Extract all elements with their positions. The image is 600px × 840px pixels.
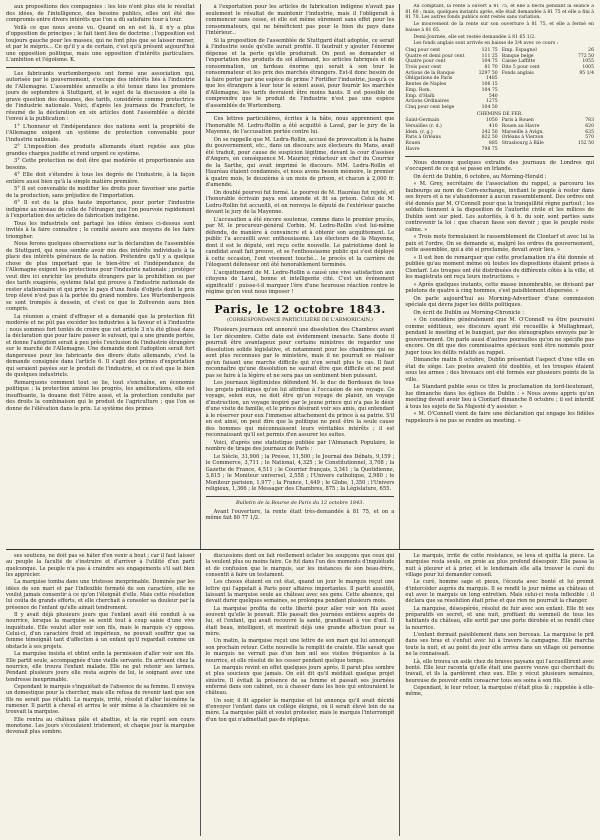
- price-value: 121 75: [481, 47, 498, 53]
- price-label: Rouen au Havre: [501, 124, 540, 130]
- article-paragraph: Les choses étaient en cet état, quand un jour le marquis reçut une lettre qui l'appelait à Paris pour affaires importantes. Il partit aussitôt, laissant la marquise seule au château avec ses gens. Cette absence, qui devait durer quelques semaines, se prolongea pendant plusieurs mois.: [205, 579, 395, 605]
- column-3-articles: [405, 160, 594, 425]
- divider: [206, 496, 395, 497]
- railways-table: [405, 118, 594, 152]
- price-row: [502, 141, 594, 147]
- price-label: Marseille à Avign.: [501, 129, 544, 135]
- railways-left: [405, 118, 497, 152]
- article-paragraph: Dimanche matin 8 octobre, Dublin présentait l'aspect d'une ville en état de siège. Les postes avaient été doublés, et les troupes étaient sous les armes ; des bivouacs ont été formés sur plusieurs points de la ville.: [405, 357, 595, 383]
- bourse-section: [405, 4, 594, 153]
- price-value: 95 1/4: [579, 70, 595, 76]
- article-paragraph: Tous les industriels ont partagé les idées émises ci-dessus sont invités à la faire connaître ; le comité assure aux moyens de les faire triompher.: [6, 220, 195, 240]
- bourse-prices-title: Les fonds anglais sont arrivés en baisse de 3/4 avec ce cours :: [413, 41, 559, 47]
- price-label: Fonds anglais: [501, 70, 534, 76]
- article-paragraph: ses soutiens, ne doit pas se hâter d'en venir à bout ; car il faut laisser au peuple la faculté de s'instruire et d'arriver à l'utilité d'un parti quelconque. Le peuple n'a pas à craindre ses engagements s'il sait bien les apprécier.: [6, 553, 195, 579]
- divider: [206, 299, 395, 300]
- column-2: [200, 4, 395, 549]
- article-paragraph: « Après quelques instants, cette masse innombrable, se divisant par pelotons de quatre à cinq hommes, s'est paisiblement dispersée. »: [405, 281, 595, 295]
- divider: [206, 112, 395, 113]
- bourse-intro: Demi-Journée, elle est restée demandée à 81 65 1/2.: [413, 34, 536, 40]
- price-value: 1005: [582, 65, 595, 71]
- price-value: 152 50: [577, 141, 595, 147]
- feuilleton-column-2: [200, 553, 395, 836]
- article-paragraph: On parle aujourd'hui au Morning-Advertiser d'une commission spéciale qui devra juger les délits politiques.: [405, 295, 595, 309]
- article-paragraph: « M. O'Connell vient de faire une déclaration qui engage les fidèles rappeleurs à ne pas se rendre au meeting. »: [405, 411, 595, 424]
- bourse-intro: Au comptant, la rente a ouvert à 81 75, et elle a fléchi pendant la séance à 81 60 ; mais, quelques instants après, elle était demandée à 81 75 et elle a fini à 81 70. Les autres fonds publics sont restés sans variation.: [405, 4, 595, 21]
- price-label: Quatre pour cent: [405, 59, 446, 65]
- price-value: 26: [588, 47, 595, 53]
- article-paragraph: On doublé pourvoi fut formé. Le pourvoi de M. Hauréau fut rejeté, et l'honorable écrivain paya son amende et fit sa prison. Celui de M. Ledru-Rollin fut accueilli, et on renvoya le député de l'extérieur gauche devant le jury de la Mayenne.: [205, 189, 395, 215]
- article-paragraph: Elle rentra au château pâle et abattue, et la vie reprit son cours monotone. Les jours s'écoulaient tristement, et chaque jour la marquise devenait plus sombre.: [6, 716, 195, 736]
- article-paragraph: L'accusation a été encore soutenue, comme dans le premier procès, par M. le procureur-général Corbin. M. Ledru-Rollin s'est lui-même défendu, de manière à convaincre et à obtenir son acquittement. Le public l'a accueilli avec enthousiasme. Les électeurs de la Mayenne, dont il est le député, ont reçu cette nouvelle. Le patriotisme dont le candidat avait fait preuve, et se l'enthousiasme public qui s'est déployé à cette occasion, l'ont vivement touché... le procès et la carrière de l'éloquent défenseur ont été honorablement terminés.: [205, 216, 395, 268]
- article-paragraph: Le marquis revint en effet quelques jours après. Il parut plus sombre et plus soucieux que jamais. On eût dit qu'il méditait quelque projet sinistre. Il évitait la présence de sa femme et passait ses journées enfermé dans son cabinet, ou à chasser dans les bois qui entouraient le château.: [205, 664, 395, 697]
- price-value: 242 50: [481, 129, 498, 135]
- article-paragraph: Si la proposition de l'assemblée de Stuttgard était adoptée, ce serait à l'industrie seule qu'elle aurait profité. Il faudrait y ajouter l'énorme dépense et la perte qu'elle produirait. On peut se demander si l'exportation des produits du sol allemand, les articles fabriqués et de consommation, un fardeau énorme qui serait à son tour le consommateur et les prix des marchés étrangers. Est-il donc besoin de la faire porter par une espèce de prime ? Fortifier l'industrie, jusqu'à ce que les étrangers à leur tour le soient aussi, pour fournir les marchés d'Allemagne, les tarifs devraient être moins hauts. Il est possible de comprendre que le produit de l'industrie n'est pas une espèce d'assemblée de Wurtemberg.: [205, 37, 395, 109]
- column-1: [6, 4, 195, 549]
- article-paragraph: aux propositions des compagnies : les lois n'ont plus été le résultat des idées, de l'intelligence, des besoins publics, elles ont été des compromis entre divers intérêts que l'on a dû satisfaire tour à tour.: [6, 4, 195, 23]
- article-paragraph: 5° Il est convenable de modifier les droits pour favoriser une partie de la production, sans préjudice de l'importation.: [6, 186, 195, 199]
- article-paragraph: Le Siècle, 31,900 ; la Presse, 11,500 ; le Journal des Débats, 9,159 ; le Commerce, 3,711 ; le National, 4,325 ; le Constitutionnel, 3,708 ; la Gazette de France, 4,511 ; le Courrier français, 3,341 ; la Quotidienne, 3,815 ; le Moniteur universel, 2,558 ; l'Univers catholique, 2,980 ; le Moniteur parisien, 1,977 ; la France, 1,449 ; le Globe, 1,350 ; l'Univers religieux, 1,366 ; le Messager des Chambres, 875 ; la Législature, 655.: [205, 453, 395, 492]
- article-paragraph: Le curé, homme sage et pieux, l'écouta avec bonté et lui promit d'intercéder auprès du marquis. Il se rendit le jour même au château et eut avec le marquis un long entretien. Mais celui-ci resta inflexible : il déclara que sa résolution était prise et que rien ne pourrait la changer.: [405, 579, 595, 605]
- price-value: 3297 50: [478, 70, 498, 76]
- article-paragraph: « Trois mots formulaient le rassemblement de Clontarf et avec lui la paix et l'ordre. On se demande si, malgré les ordres du gouvernement, cette assemblée, qui a été si proclamée, devait avoir lieu. »: [405, 234, 595, 254]
- article-paragraph: Plusieurs journaux ont annoncé une dissolution des Chambres avant le 1er décembre. Cette date est évidemment inexacte. Sans doute il pourrait être avantageux pour certains ministres de regarder une dissolution solide législative, et notamment pour les chambres qui ne sont plus reconnues par le ministère, mais il ne pourrait se réaliser qu'en faisant une marche difficile qui n'en serait plus le cas. Il faut reconnaître qu'une dissolution ne saurait être que difficile et ne peut pas se faire à la légère et ne sera pas un sentiment bien puissant.: [205, 327, 395, 379]
- article-paragraph: 3° Cette protection ne doit être que modérée et proportionnée aux besoins.: [6, 158, 195, 171]
- price-label: Emp. Rom.: [405, 87, 431, 93]
- price-label: Cinq pour cent: [405, 47, 441, 53]
- article-paragraph: On se rappelle que M. Ledru-Rollin, accusé de provocation à la haine du gouvernement, etc., dans un discours aux électeurs du Mans, avait été traduit, pour cause de suspicion légitime, devant la cour d'assises d'Angers, en conséquence M. Maurier, rédacteur en chef du Courrier de la Sarthe, qui avait imprimé le discours. MM. Ledru-Rollin et Hauréau étaient condamnés, et nous avons besoin mémoire, le premier à quatre mois, le deuxième à un mois de prison, et chacun à 2,000 fr. d'amende.: [205, 136, 395, 188]
- price-value: 783: [585, 118, 595, 124]
- article-paragraph: Le marquis, irrité de cette résistance, se leva et quitta la pièce. La marquise resta seule, en proie au plus profond désespoir. Elle passa la nuit à pleurer et à prier, et le lendemain elle alla trouver le curé du village pour lui demander conseil.: [405, 553, 595, 579]
- price-label: Obligations de Paris: [405, 76, 453, 82]
- price-value: 1055: [582, 59, 595, 65]
- article-paragraph: à l'exportation pour les articles de fabrication indigène n'avait pas seulement le résultat de maintenir l'industrie, mais il l'obligerait à commencer sans cesse, et elle est même sûrement sans effet pour les consommateurs, qui ne bénéficient pas pour le bien du pays dans l'intérieur...: [205, 4, 395, 36]
- dateline-heading: Paris, le 12 octobre 1843.: [214, 302, 386, 316]
- article-paragraph: La marquise, désespérée, résolut de fuir avec son enfant. Elle fit ses préparatifs en secret, et une nuit, profitant du sommeil de tous les habitants du château, elle sortit par une porte dérobée et se rendit chez la nourrice.: [405, 605, 595, 631]
- price-label: Banque belge: [501, 53, 534, 59]
- price-value: 410: [488, 124, 498, 130]
- article-paragraph: On écrit de Dublin, 6 octobre, au Morning-Herald :: [413, 173, 547, 180]
- price-value: 1050: [485, 118, 498, 124]
- price-label: Orléans à Vierzon: [501, 135, 544, 141]
- price-label: Paris à Rouen: [501, 118, 534, 124]
- divider: [6, 67, 195, 68]
- feuilleton-column-1: [6, 553, 195, 836]
- article-paragraph: La réunion a craint d'effrayer et a demandé que la protection fût modérée et ne pût pas excéder les industries à la faveur et à l'industrie ; nous sommes fort tentés de croire que cet article 3 n'a été glissé dans la déclaration que pour faire passer le suivant, qui a une grande portée, et donne l'adoption serait à peu près l'exclusion de l'industrie étrangère sur le marché de l'Allemagne. Une demande dont l'adoption serait fort dangereuse pour les fabricants des divers états allemands, c'est la demande consignée dans l'article 6. Il s'agit des primes d'exportation qui seraient payées sur le produit de l'industrie, et ce n'est que le bien de quelques industriels.: [6, 313, 195, 378]
- price-row: [405, 147, 497, 153]
- feuilleton: [6, 549, 594, 836]
- article-paragraph: « Il est bon de remarquer que cette proclamation n'a été donnée et publiée qu'au moment même où toutes les dispositions étaient prises à Clontarf. Les troupes ont été distribuées de différents côtés à la ville, et les magistrats ont reçu leurs instructions. »: [405, 254, 595, 281]
- price-value: 81 70: [484, 65, 498, 71]
- article-paragraph: Un matin, la marquise reçut une lettre de son mari qui lui annonçait son prochain retour. Cette nouvelle la remplit de crainte. Elle savait que le marquis ne verrait pas d'un bon œil ses visites fréquentes à la nourrice, et elle résolut de les cesser pendant quelque temps.: [205, 638, 395, 664]
- price-value: 1485: [485, 76, 498, 82]
- price-label: Quatre et demi pour cent: [405, 53, 465, 59]
- dateline-subheading: (CORRESPONDANCE PARTICULIÈRE DE L'ARMORICAIN.): [227, 317, 373, 323]
- price-label: Actions de la Banque: [405, 70, 455, 76]
- price-label: Caisse Laffitte: [501, 59, 536, 65]
- article-paragraph: « On considère généralement que M. O'Connell va être poursuivi comme séditieux, ses discours ayant été recueillis à Mullaghmast, pendant le meeting et le banquet, par des sténographes envoyés par le gouvernement. On parle aussi d'autres poursuites qu'on ne spécifie pas encore. On dit que des commissaires spéciaux vont être nommés pour juger tous les délits relatifs au rappel.: [405, 317, 595, 356]
- price-value: 104 75: [481, 87, 498, 93]
- article-paragraph: Nous ferons quelques observations sur la déclaration de l'assemblée de Stuttgard, qui nous semble avoir mis des intérêts individuels à la place des intérêts généraux de la nation. Prétendre qu'il y a quelque chose de plus important que le bien-être et l'indépendance de l'Allemagne exigent les protections pour l'industrie nationale ; protéger veut dire ici enrichir les produits étrangers par la prohibition ou par des tarifs exagérés, système fatal qui prouve à l'industrie nationale de rester stationnaire et qui prive le pays d'une foule d'objets dont le prix trop élevé n'est pas à la portée du grand nombre. Les Wurtembergeois se sont trompés à dessein, et c'est ce que le Zollverein aura bien compris.: [6, 241, 195, 312]
- price-value: 772 50: [577, 53, 595, 59]
- price-value: 822 50: [481, 135, 498, 141]
- price-row: [502, 71, 594, 77]
- article-paragraph: La marquise profita de cette liberté pour aller voir son fils aussi souvent qu'elle le pouvait. Elle passait des journées entières auprès de lui, et l'enfant, qui avait recouvré la santé, grandissait à vue d'œil. Il était beau, intelligent, et montrait déjà une grande affection pour sa mère.: [205, 605, 395, 638]
- article-paragraph: Cependant le marquis s'inquiétait de l'absence de sa femme. Il envoya un domestique pour la chercher, mais elle refusa de revenir tant que son fils ne serait pas rétabli. Le marquis, irrité, résolut d'aller lui-même la ramener. Il partit à cheval et arriva le soir même à la chaumière où se trouvait la marquise.: [6, 683, 195, 716]
- price-value: 635: [585, 129, 595, 135]
- price-value: 885: [488, 141, 498, 147]
- article-paragraph: discussions dont on fait réellement éclater les soupçons que ceux qui la veulent plus ou moins faire. Ce fut dans l'un des moments d'inquiétude et de confusion que le marquis, sur les instances de son beau-frère, consentit à faire un testament.: [205, 553, 395, 579]
- price-label: Rentes de Naples: [405, 82, 447, 88]
- article-paragraph: Nous donnons quelques extraits des journaux de Londres qui s'occupent de ce qui se passe en Irlande.: [405, 159, 595, 173]
- price-label: Emp. Espagnol: [501, 47, 537, 53]
- price-label: Actions Ordinaires: [405, 99, 449, 105]
- price-row: [405, 105, 497, 111]
- price-value: 540: [488, 93, 498, 99]
- article-paragraph: Les fabricants wurtembergeois ont formé une association qui, autorisée par le gouvernement, s'occupe des intérêts liés à l'industrie de l'Allemagne. L'assemblée annuelle a été tenue dans les premiers jours de septembre à Stuttgard, et le sujet de la discussion a été la grave question des douanes, des tarifs, considérée comme protectrice de l'industrie nationale. Voici, d'après les journaux de Francfort, le résumé de la déclaration en six articles dont l'assemblée a décidé l'envoi à la publication :: [6, 70, 195, 122]
- price-value: 106 15: [481, 82, 498, 88]
- article-paragraph: Les journaux légitimistes défendent M. le duc de Bordeaux de tous les projets politiques qu'on lui attribue à l'occasion de son voyage. Ce voyage, selon eux, ne doit être qu'un voyage de plaisir, un voyage d'instruction, un voyage inspiré par le jeune prince qui n'a pas le désir d'une visite de famille, et le prince désirant voir ses amis, qui entendant à le réserver pour eux l'immense attachement du prince à sa patrie. S'il en est ainsi, on peut dire que la politique ne peut être la seule cause des hommes qui méconnaissent leurs véritables intérêts ; il est reconnaissant qu'il est permis d'en assurer les suites.: [205, 380, 395, 438]
- upper-columns: [6, 4, 594, 549]
- price-label: Versailles (r. d.): [405, 124, 442, 130]
- article-paragraph: Ces lettres particulières, écrites à la hâte, nous apprennent que l'honorable M. Ledru-Rollin a été acquitté à Laval, par le jury de la Mayenne, de l'accusation portée contre lui.: [205, 116, 395, 135]
- railways-title: CHEMINS DE FER.: [476, 111, 523, 117]
- article-paragraph: 1° L'honneur et l'indépendance des nations sont la propriété de l'Allemagne exigent un système de protection convenable pour l'industrie nationale.: [6, 123, 195, 143]
- article-paragraph: Voilà ce que nous avons vu. Quand on en est là, il n'y a plus d'opposition de principes ; le fait tient lieu de doctrine ; l'opposition est toujours gauche pour les masses, qui ne font plus que se laisser mener, et par le mépris... Ce qu'il y a de certain, c'est qu'à présent aujourd'hui une opposition politique, mais une opposition d'intérêts particuliers. L'ambition et l'égoïsme. K.: [6, 24, 195, 63]
- article-paragraph: Il y avait déjà plusieurs jours que l'enfant avait été conduit à sa nourrice, lorsque la marquise se sentit tout à coup saisie d'une vive inquiétude. Elle voulut aller voir son fils, mais le marquis s'y opposa. Celui-ci, d'un caractère froid et impérieux, ne pouvait souffrir que sa femme témoignât tant d'affection à un enfant qu'il regardait comme un obstacle à ses projets.: [6, 612, 195, 650]
- article-paragraph: Voici, d'après une statistique publiée par l'Almanach Populaire, le nombre de tirage des journaux de Paris :: [205, 439, 395, 452]
- article-paragraph: L'acquittement de M. Ledru-Rollin a causé une vive satisfaction aux citoyens de Laval, bonne et intelligente cité. C'est un événement significatif : puisse-t-il marquer l'ère d'une heureuse réaction contre le régime qu'on veut nous imposer !: [205, 269, 395, 295]
- article-paragraph: 4° Elle doit s'étendre à tous les degrés de l'industrie, à la façon entière aussi bien qu'à la simple matière première.: [6, 172, 195, 185]
- article-paragraph: Là, elle trouva un asile chez de braves paysans qui l'accueillirent avec bonté. Elle leur raconta qu'elle était une pauvre veuve qui cherchait du travail, et ils la gardèrent chez eux. Elle y vécut plusieurs semaines, heureuse de pouvoir enfin consacrer tous ses soins à son fils.: [405, 658, 595, 684]
- article-paragraph: L'enfant dormait paisiblement dans son berceau. La marquise le prit dans ses bras et s'enfuit avec lui à travers la campagne. Elle marcha toute la nuit, et au point du jour elle arriva dans un village où personne ne la connaissait.: [405, 632, 595, 658]
- price-value: 104 50: [481, 104, 498, 110]
- article-paragraph: La marquise tomba dans une tristesse inexprimable. Dominée par les idées de son mari et par l'inflexible fermeté de son caractère, elle ne voulut jamais consentir à ce qu'on l'éloignât d'elle. Mais cette résolution lui coûta de grands efforts, et elle cherchait à consoler sa douleur par la présence de l'enfant qu'elle aimait tendrement.: [6, 579, 195, 611]
- price-label: Rouen: [405, 141, 421, 147]
- bourse-bulletin-title: Bulletin de la Bourse de Paris du 12 octobre 1843.: [235, 499, 365, 506]
- price-label: Saint-Germain: [405, 118, 440, 124]
- article-paragraph: Le Standard publie sous ce titre la proclamation du lord-lieutenant, lue dimanche dans les églises de Dublin : « Nous avons appris qu'un meeting devait avoir lieu à Clontarf dimanche 8 octobre ; il est interdit à tous les sujets de Sa Majesté d'y assister. »: [405, 384, 595, 410]
- prices-table: [405, 48, 594, 111]
- price-value: 570: [585, 135, 595, 141]
- price-label: Strasbourg à Bâle: [501, 141, 544, 147]
- price-label: Trois pour cent: [405, 65, 442, 71]
- divider: [405, 156, 594, 157]
- price-label: Paris à Orléans: [405, 135, 441, 141]
- article-paragraph: 2° L'imposition des produits allemands étant rejetée aux plus grandes charges justifie et rend urgent ce système.: [6, 144, 195, 157]
- article-paragraph: « M. Grey, secrétaire de l'association du rappel, a parcouru les faubourgs au nom de Corn-exchange, invitant le peuple à rester dans ses foyers et à ne s'abandonner à aucun rassemblement. Des ordres ont été donnés par M. O'Connell pour que la tranquillité règne partout ; les soldats tiennent à la disposition de l'autorité civile et les milices de Dublin sont sur pied. Les autorités, à 6 h. du soir, sont parties sans contrevenir la loi : que chacun fasse son devoir ; que le peuple reste calme. »: [405, 181, 595, 233]
- railways-right: [502, 118, 594, 152]
- bourse-note: Avant l'ouverture, la rente était très-demandée à 81 75, et on a même fait 80 77 1/2.: [205, 508, 395, 521]
- price-label: Dito 5 pour cent: [501, 65, 540, 71]
- price-label: Idem. (r. g.): [405, 129, 433, 135]
- prices-left: [405, 48, 497, 111]
- article-paragraph: Remarquons comment tout se lie, tout s'enchaîne, en économie politique ; la protection amène les progrès, les améliorations, elle est insuffisante, la douane doit l'être aussi, et la protection conduite par des droits la combinaison qui le produit de l'agriculture ; que l'on se donne de l'élévation dans le prix. Le système des primes: [6, 379, 195, 412]
- price-value: 111 25: [481, 53, 498, 59]
- article-paragraph: Cependant, le leur retour, la marquise n'était plus là ; rappelée à elle-même,: [405, 684, 595, 698]
- price-value: 620: [585, 124, 595, 130]
- bourse-intro: Le mouvement de la rente sur son ouverture à 81 75, et elle a fermé en baisse à 81 65.: [405, 22, 595, 33]
- article-paragraph: Un soir, il fit appeler la marquise et lui annonça qu'il avait décidé d'envoyer l'enfant dans un collège éloigné, où il serait élevé loin de sa mère. La marquise pâlit et voulut protester, mais le marquis l'interrompit d'un ton qui n'admettait pas de réplique.: [205, 697, 395, 723]
- article-paragraph: On écrit de Dublin au Morning-Chronicle :: [413, 309, 524, 316]
- column-3: [399, 4, 594, 549]
- price-label: Havre: [405, 146, 420, 152]
- article-paragraph: La marquise insista et obtint enfin la permission d'aller voir son fils. Elle partit seule, accompagnée d'une vieille servante. En arrivant chez la nourrice, elle trouva l'enfant malade. Elle ne put retenir ses larmes. Pendant plusieurs jours elle resta auprès de lui, le soignant avec une tendresse inexprimable.: [6, 651, 195, 683]
- prices-right: [502, 48, 594, 111]
- article-paragraph: 6° Il est du la plus haute importance, pour porter l'industrie indigène au niveau de celle de l'étranger, que l'on pourvoie rapidement à l'exportation des articles de fabrication indigène.: [6, 200, 195, 219]
- price-value: 798 75: [481, 146, 498, 152]
- price-value: 104 75: [481, 59, 498, 65]
- price-value: 1275: [485, 99, 498, 105]
- feuilleton-column-3: [399, 553, 594, 836]
- price-label: Emp. d'Haïti: [405, 93, 435, 99]
- price-label: Cinq pour cent belge: [405, 104, 455, 110]
